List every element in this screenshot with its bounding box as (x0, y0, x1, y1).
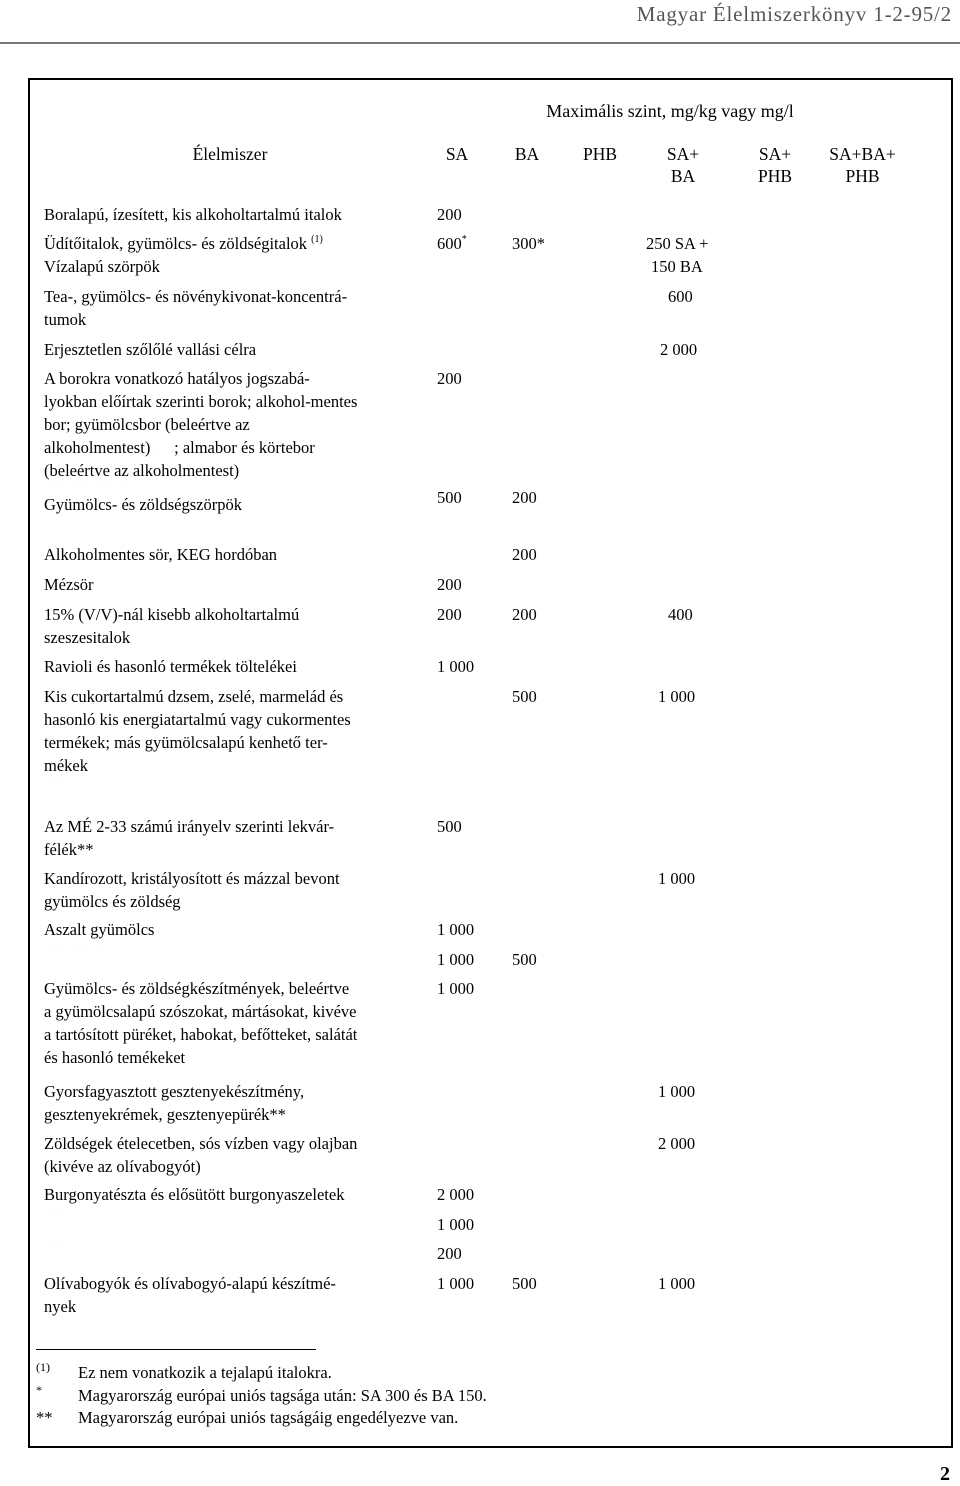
row-label-me-jams-line2: félék** (44, 840, 94, 859)
row-value-phb: 2 000 (658, 1134, 696, 1153)
row-label-candied-fruit: Kandírozott, kristályosított és mázzal bevont (44, 869, 340, 888)
row-label-pickled-vegetables-line2: (kivéve az olívabogyót) (44, 1157, 201, 1176)
row-value-phb: 1 000 (658, 1082, 696, 1101)
row-label-text: Üdítőitalok, gyümölcs- és zöldségitalok (44, 234, 308, 253)
row-label-olives: Olívabogyók és olívabogyó-alapú készítmé- (44, 1274, 336, 1293)
row-label-fruit-preparations-line2: a gyümölcsalapú szószokat, mártásokat, kivéve (44, 1002, 357, 1021)
row-label-pickled-vegetables: Zöldségek ételecetben, sós vízben vagy olajban (44, 1134, 358, 1153)
row-label-grape-juice-religious: Erjesztetlen szőlőlé vallási célra (44, 340, 257, 359)
row-label-wines-line5: (beleértve az alkoholmentest) (44, 461, 240, 480)
row-value-ba: 500 (512, 950, 537, 969)
row-label-fruit-syrups: Gyümölcs- és zöldségszörpök (44, 495, 242, 514)
row-label-text: alkoholmentest) (44, 438, 151, 457)
col-header-phb: PHB (582, 144, 618, 164)
footnote-text: Magyarország európai uniós tagságáig engedélyezve van. (78, 1408, 459, 1427)
faint-annotation: · · · · · · · · · · · · · (44, 942, 104, 947)
footnote-divider (36, 1349, 316, 1350)
row-value-phb: 1 000 (658, 1274, 696, 1293)
row-label-soft-drinks (44, 233, 323, 256)
row-label-wines-line3: bor; gyümölcsbor (beleértve az (44, 415, 250, 434)
footnote-ref: * (461, 234, 467, 245)
footnote-text: Magyarország európai uniós tagsága után: SA 300 és BA 150. (78, 1386, 487, 1405)
row-label-potato-dough: Burgonyatészta és elősütött burgonyaszeletek (44, 1185, 345, 1204)
footnote-ref: (1) (311, 234, 323, 245)
row-value-sa-ba: 2 000 (660, 340, 698, 359)
col-header-sa-phb-line2: PHB (757, 166, 793, 186)
row-value-sa: 200 (437, 369, 462, 388)
row-value-sa: 1 000 (437, 979, 475, 998)
footnote-mark: * (36, 1383, 42, 1397)
row-label-fruit-preparations: Gyümölcs- és zöldségkészítmények, beleértve (44, 979, 350, 998)
row-label-mead: Mézsör (44, 575, 94, 594)
faint-annotation: · · · · · (154, 449, 175, 454)
row-label-chestnut-line2: gesztenyekrémek, gesztenyepürék** (44, 1105, 286, 1124)
row-value-phb: 400 (668, 605, 693, 624)
row-value-phb: 1 000 (658, 869, 696, 888)
col-header-sa-ba-phb-line2: PHB (845, 166, 880, 186)
row-value-sa: 200 (437, 575, 462, 594)
col-header-sa-phb (740, 143, 810, 187)
col-header-sa: SA (445, 144, 469, 164)
row-value-sa: 200 (437, 205, 462, 224)
row-value-sa: 1 000 (437, 950, 475, 969)
row-label-alcohol-free-beer: Alkoholmentes sör, KEG hordóban (44, 545, 278, 564)
row-value-sa: 1 000 (437, 657, 475, 676)
faint-annotation: · · · · · · (44, 775, 71, 780)
row-value-ba: 500 (512, 1274, 537, 1293)
row-label-olives-line2: nyek (44, 1297, 77, 1316)
header-divider (0, 42, 960, 44)
row-label-jam-line2: hasonló kis energiatartalmú vagy cukormentes (44, 710, 351, 729)
row-value-ba: 200 (512, 488, 537, 507)
row-value-sa-ba: 250 SA + (646, 234, 709, 253)
row-value-phb: 1 000 (658, 687, 696, 706)
col-header-sa-ba-line2: BA (670, 166, 696, 186)
col-header-sa-ba-phb-line1: SA+BA+ (829, 144, 896, 164)
col-header-sa-phb-line1: SA+ (758, 144, 792, 164)
row-value-sa-ba: 600 (668, 287, 693, 306)
row-label-jam: Kis cukortartalmú dzsem, zselé, marmelád és (44, 687, 344, 706)
row-label-text: ; almabor és körtebor (174, 438, 315, 457)
col-header-sa-ba (648, 143, 718, 187)
page-number: 2 (940, 1463, 950, 1485)
row-value-ba: 200 (512, 545, 537, 564)
footnote-text: Ez nem vonatkozik a tejalapú italokra. (78, 1363, 332, 1382)
row-value-sa: 500 (437, 488, 462, 507)
table-frame (28, 78, 953, 1448)
row-label-ravioli: Ravioli és hasonló termékek töltelékei (44, 657, 297, 676)
row-label-water-syrups: Vízalapú szörpök (44, 257, 160, 276)
row-value-sa: 2 000 (437, 1185, 475, 1204)
group-header: Maximális szint, mg/kg vagy mg/l (546, 101, 794, 121)
col-header-sa-ba-phb (815, 143, 910, 187)
value-text: 600 (437, 234, 462, 253)
faint-annotation: · · · · · (44, 1208, 66, 1213)
row-label-dried-fruit: Aszalt gyümölcs (44, 920, 155, 939)
row-label-candied-fruit-line2: gyümölcs és zöldség (44, 892, 181, 911)
row-label-tea-concentrates: Tea-, gyümölcs- és növénykivonat-koncentrá- (44, 287, 348, 306)
row-label-fruit-preparations-line4: és hasonló temékeket (44, 1048, 186, 1067)
row-label-wines-line2: lyokban előírtak szerinti borok; alkohol-mentes (44, 392, 358, 411)
row-label-jam-line3: termékek; más gyümölcsalapú kenhető ter- (44, 733, 328, 752)
row-value-sa-ba-line2: 150 BA (651, 257, 703, 276)
col-header-ba: BA (514, 144, 540, 164)
row-label-tea-concentrates-line2: tumok (44, 310, 87, 329)
row-value-sa: 1 000 (437, 1215, 475, 1234)
row-label-spirits: 15% (V/V)-nál kisebb alkoholtartalmú (44, 605, 300, 624)
row-label-flavoured-wine-drinks: Boralapú, ízesített, kis alkoholtartalmú italok (44, 205, 342, 224)
footnote-mark: (1) (36, 1360, 50, 1374)
faint-annotation: · · · · · · · · · · · · · · · · · · (44, 483, 127, 488)
row-label-fruit-preparations-line3: a tartósított püréket, habokat, befőtteket, salátát (44, 1025, 358, 1044)
faint-annotation: · · · · · · (44, 1238, 71, 1243)
row-value-sa (437, 233, 467, 256)
col-header-sa-ba-line1: SA+ (666, 144, 700, 164)
row-value-ba: 300* (512, 234, 545, 253)
row-label-wines: A borokra vonatkozó hatályos jogszabá- (44, 369, 310, 388)
row-label-spirits-line2: szeszesitalok (44, 628, 131, 647)
col-header-food: Élelmiszer (192, 144, 268, 164)
row-label-jam-line4: mékek (44, 756, 88, 775)
row-label-chestnut: Gyorsfagyasztott gesztenyekészítmény, (44, 1082, 305, 1101)
row-value-sa: 1 000 (437, 1274, 475, 1293)
row-value-ba: 200 (512, 605, 537, 624)
row-value-sa: 200 (437, 605, 462, 624)
row-value-sa: 500 (437, 817, 462, 836)
row-label-me-jams: Az MÉ 2-33 számú irányelv szerinti lekvár- (44, 817, 335, 836)
row-value-sa: 1 000 (437, 920, 475, 939)
document-header-title: Magyar Élelmiszerkönyv 1-2-95/2 (636, 2, 952, 26)
row-value-sa: 200 (437, 1244, 462, 1263)
row-value-ba: 500 (512, 687, 537, 706)
footnote-mark: ** (36, 1408, 53, 1427)
